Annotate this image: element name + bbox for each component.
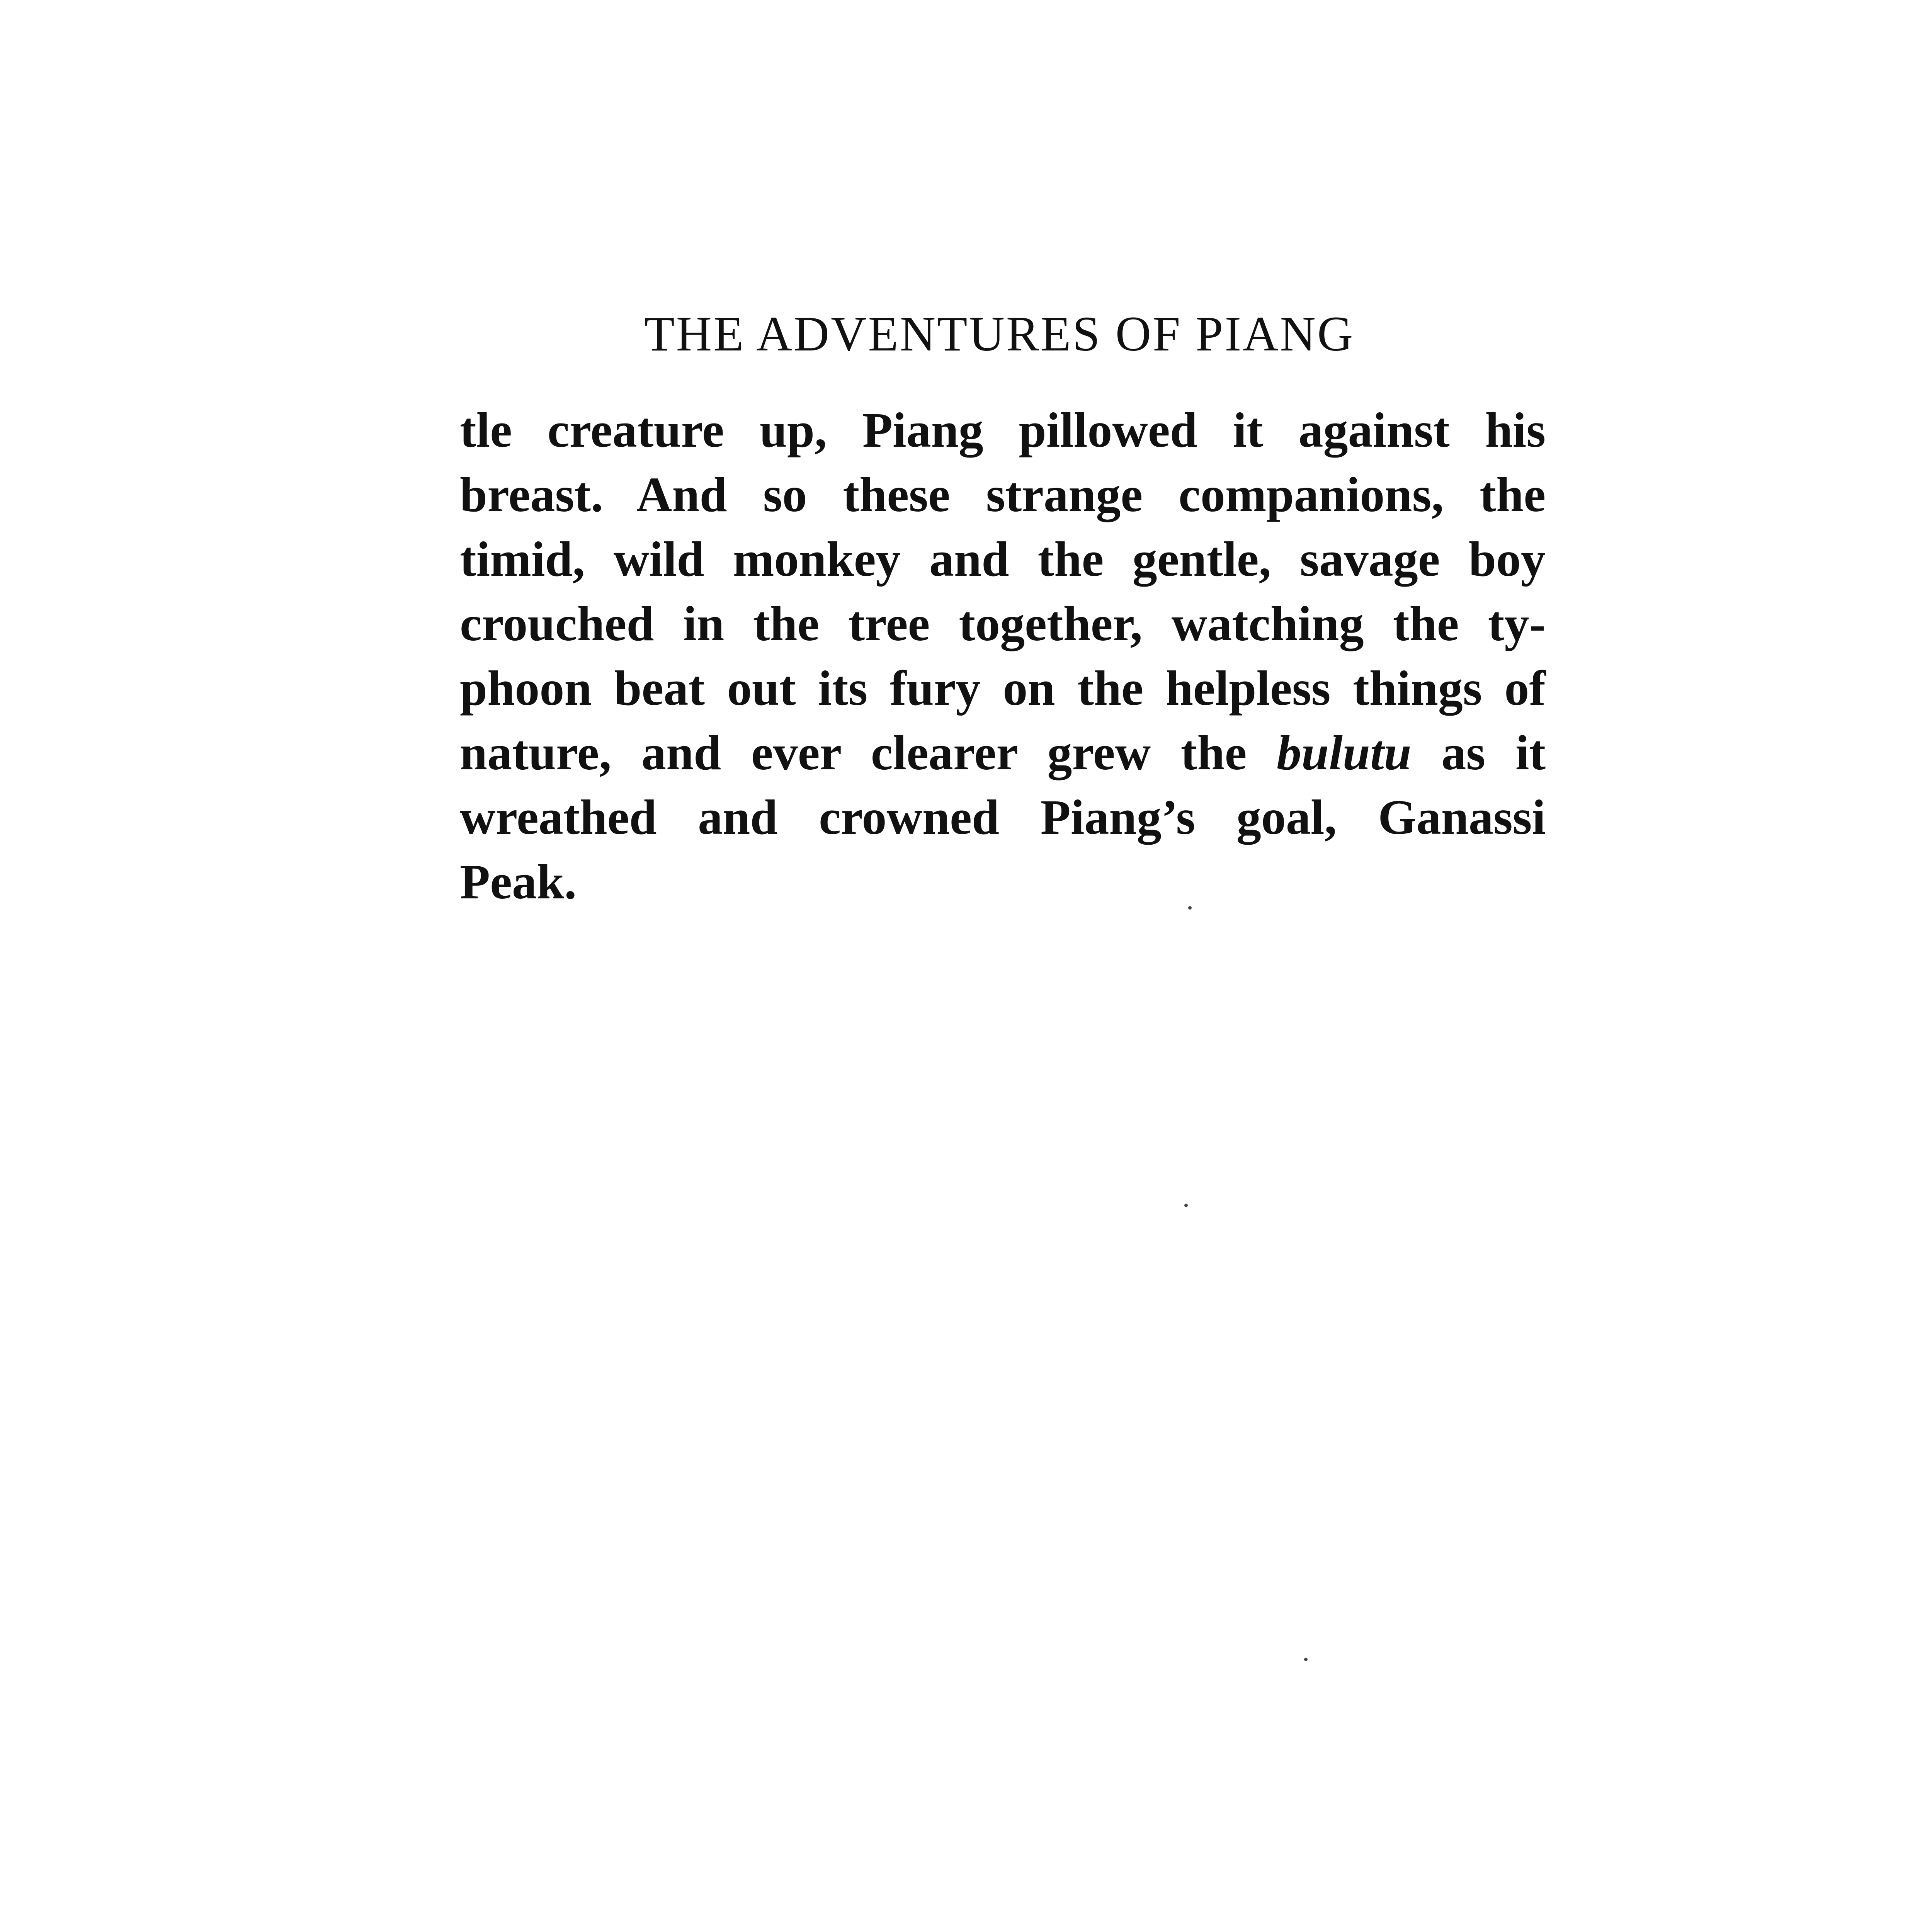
text-line: crouched in the tree together, watching the ty- xyxy=(460,596,1546,651)
text-line: tle creature up, Piang pillowed it against his xyxy=(460,403,1546,457)
scan-speck xyxy=(1188,906,1192,910)
italic-word: bulutu xyxy=(1277,725,1412,780)
scan-speck xyxy=(1184,1204,1188,1207)
text-line: wreathed and crowned Piang’s goal, Ganassi xyxy=(460,790,1546,845)
text-line: breast. And so these strange companions, the xyxy=(460,467,1546,522)
scan-speck xyxy=(1304,1658,1308,1661)
text-line: timid, wild monkey and the gentle, savage boy xyxy=(460,532,1546,587)
running-head: THE ADVENTURES OF PIANG xyxy=(644,306,1355,361)
text-line: nature, and ever clearer grew the bulutu as it xyxy=(460,725,1546,780)
text-line: phoon beat out its fury on the helpless things of xyxy=(460,661,1546,716)
text-line: Peak. xyxy=(460,854,577,909)
body-text xyxy=(460,398,1546,914)
